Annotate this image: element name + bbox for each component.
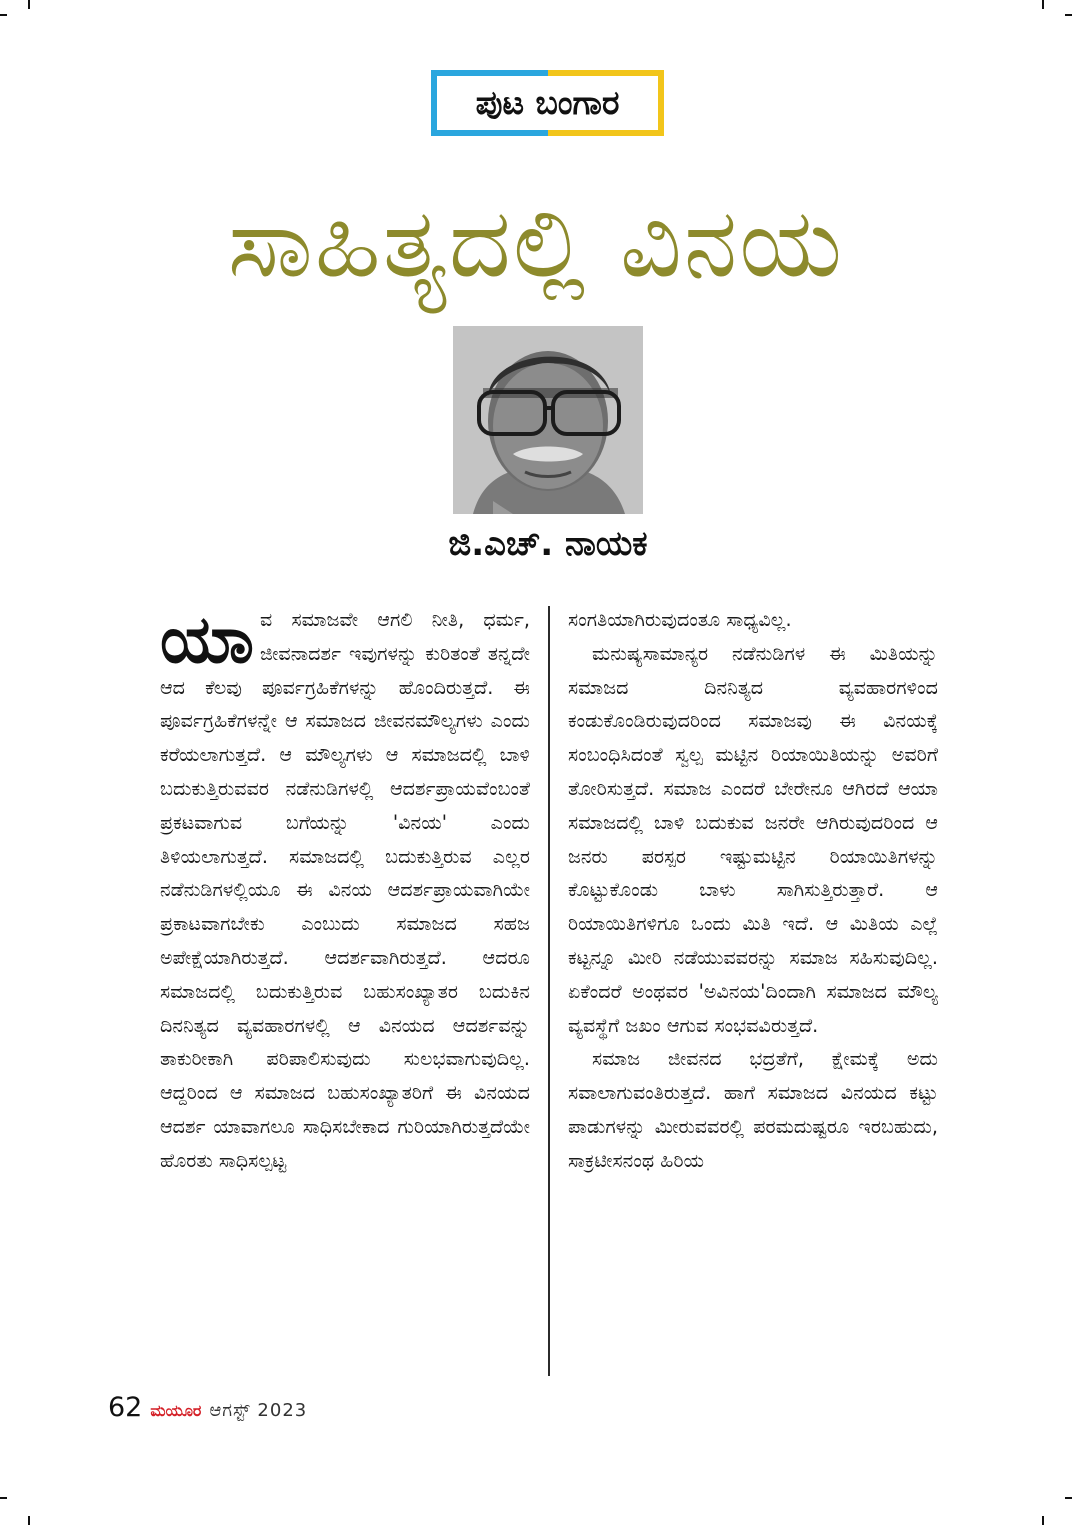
issue-date: ಆಗಸ್ಟ್ 2023 xyxy=(209,1400,308,1421)
crop-mark-top-left-h xyxy=(0,14,7,16)
drop-cap: ಯಾ xyxy=(160,601,254,678)
article-column-right xyxy=(568,603,938,1178)
page-number: 62 xyxy=(108,1392,143,1423)
crop-mark-top-left xyxy=(28,0,30,9)
crop-mark-bottom-right xyxy=(1042,1516,1044,1525)
article-headline: ಸಾಹಿತ್ಯದಲ್ಲಿ ವಿನಯ xyxy=(227,187,845,299)
article-paragraph xyxy=(160,603,530,1178)
crop-mark-bottom-left-h xyxy=(0,1497,7,1499)
author-portrait xyxy=(453,326,643,514)
section-tag xyxy=(431,70,664,136)
article-paragraph-1: ಸಂಗತಿಯಾಗಿರುವುದಂತೂ ಸಾಧ್ಯವಿಲ್ಲ. xyxy=(568,608,792,631)
article-paragraph-2: ಮನುಷ್ಯಸಾಮಾನ್ಯರ ನಡೆನುಡಿಗಳ ಈ ಮಿತಿಯನ್ನು ಸಮಾಜದ ದಿನನಿತ್ಯದ ವ್ಯವಹಾರಗಳಿಂದ ಕಂಡುಕೊಂಡಿರುವುದರಿಂದ ಸಮಾಜವು ಈ ವಿನಯಕ್ಕೆ ಸಂಬಂಧಿಸಿದಂತೆ ಸ್ವಲ್ಪ ಮಟ್ಟಿನ ರಿಯಾಯಿತಿಯನ್ನು ಅವರಿಗೆ ತೋರಿಸುತ್ತದೆ. ಸಮಾಜ ಎಂದರೆ ಬೇರೇನೂ ಆಗಿರದೆ ಆಯಾ ಸಮಾಜದಲ್ಲಿ ಬಾಳಿ ಬದುಕುವ ಜನರೇ ಆಗಿರುವುದರಿಂದ ಆ ಜನರು ಪರಸ್ಪರ ಇಷ್ಟುಮಟ್ಟಿನ ರಿಯಾಯಿತಿಗಳನ್ನು ಕೊಟ್ಟುಕೊಂಡು ಬಾಳು ಸಾಗಿಸುತ್ತಿರುತ್ತಾರೆ. ಆ ರಿಯಾಯಿತಿಗಳಿಗೂ ಒಂದು ಮಿತಿ ಇದೆ. ಆ ಮಿತಿಯ ಎಲ್ಲೆ ಕಟ್ಟನ್ನೂ ಮೀರಿ ನಡೆಯುವವರನ್ನು ಸಮಾಜ ಸಹಿಸುವುದಿಲ್ಲ. ಏಕೆಂದರೆ ಅಂಥವರ 'ಅವಿನಯ'ದಿಂದಾಗಿ ಸಮಾಜದ ಮೌಲ್ಯ ವ್ಯವಸ್ಥೆಗೆ ಜಖಂ ಆಗುವ ಸಂಭವವಿರುತ್ತದೆ. xyxy=(568,641,938,1037)
crop-mark-top-right xyxy=(1042,0,1044,9)
crop-mark-bottom-right-h xyxy=(1065,1497,1072,1499)
crop-mark-top-right-h xyxy=(1065,14,1072,16)
article-paragraph-3: ಸಮಾಜ ಜೀವನದ ಭದ್ರತೆಗೆ, ಕ್ಷೇಮಕ್ಕೆ ಅದು ಸವಾಲಾಗುವಂತಿರುತ್ತದೆ. ಹಾಗೆ ಸಮಾಜದ ವಿನಯದ ಕಟ್ಟು ಪಾಡುಗಳನ್ನು ಮೀರುವವರಲ್ಲಿ ಪರಮದುಷ್ಟರೂ ಇರಬಹುದು, ಸಾಕ್ರಟೀಸನಂಥ ಹಿರಿಯ xyxy=(568,1047,938,1172)
section-tag-label: ಪುಟ ಬಂಗಾರ xyxy=(475,83,620,122)
article-column-left xyxy=(160,603,530,1178)
article-text-left: ವ ಸಮಾಜವೇ ಆಗಲಿ ನೀತಿ, ಧರ್ಮ, ಜೀವನಾದರ್ಶ ಇವುಗಳನ್ನು ಕುರಿತಂತೆ ತನ್ನದೇ ಆದ ಕೆಲವು ಪೂರ್ವಗ್ರಹಿಕೆಗಳನ್ನು ಹೊಂದಿರುತ್ತದೆ. ಈ ಪೂರ್ವಗ್ರಹಿಕೆಗಳನ್ನೇ ಆ ಸಮಾಜದ ಜೀವನಮೌಲ್ಯಗಳು ಎಂದು ಕರೆಯಲಾಗುತ್ತದೆ. ಆ ಮೌಲ್ಯಗಳು ಆ ಸಮಾಜದಲ್ಲಿ ಬಾಳಿ ಬದುಕುತ್ತಿರುವವರ ನಡೆನುಡಿಗಳಲ್ಲಿ ಆದರ್ಶಪ್ರಾಯವೆಂಬಂತೆ ಪ್ರಕಟವಾಗುವ ಬಗೆಯನ್ನು 'ವಿನಯ' ಎಂದು ತಿಳಿಯಲಾಗುತ್ತದೆ. ಸಮಾಜದಲ್ಲಿ ಬದುಕುತ್ತಿರುವ ಎಲ್ಲರ ನಡೆನುಡಿಗಳಲ್ಲಿಯೂ ಈ ವಿನಯ ಆದರ್ಶಪ್ರಾಯವಾಗಿಯೇ ಪ್ರಕಾಟವಾಗಬೇಕು ಎಂಬುದು ಸಮಾಜದ ಸಹಜ ಅಪೇಕ್ಷೆಯಾಗಿರುತ್ತದೆ. ಆದರ್ಶವಾಗಿರುತ್ತದೆ. ಆದರೂ ಸಮಾಜದಲ್ಲಿ ಬದುಕುತ್ತಿರುವ ಬಹುಸಂಖ್ಯಾತರ ಬದುಕಿನ ದಿನನಿತ್ಯದ ವ್ಯವಹಾರಗಳಲ್ಲಿ ಆ ವಿನಯದ ಆದರ್ಶವನ್ನು ತಾಕುರೀಕಾಗಿ ಪರಿಪಾಲಿಸುವುದು ಸುಲಭವಾಗುವುದಿಲ್ಲ. ಆದ್ದರಿಂದ ಆ ಸಮಾಜದ ಬಹುಸಂಖ್ಯಾತರಿಗೆ ಈ ವಿನಯದ ಆದರ್ಶ ಯಾವಾಗಲೂ ಸಾಧಿಸಬೇಕಾದ ಗುರಿಯಾಗಿರುತ್ತದೆಯೇ ಹೊರತು ಸಾಧಿಸಲ್ಪಟ್ಟ xyxy=(160,608,530,1172)
column-divider xyxy=(548,606,550,1376)
author-portrait-illustration xyxy=(453,326,643,514)
author-byline: ಜಿ.ಎಚ್. ನಾಯಕ xyxy=(448,524,648,564)
magazine-logo: ಮಯೂರ xyxy=(150,1401,202,1420)
crop-mark-bottom-left xyxy=(28,1516,30,1525)
page-footer xyxy=(108,1392,307,1423)
